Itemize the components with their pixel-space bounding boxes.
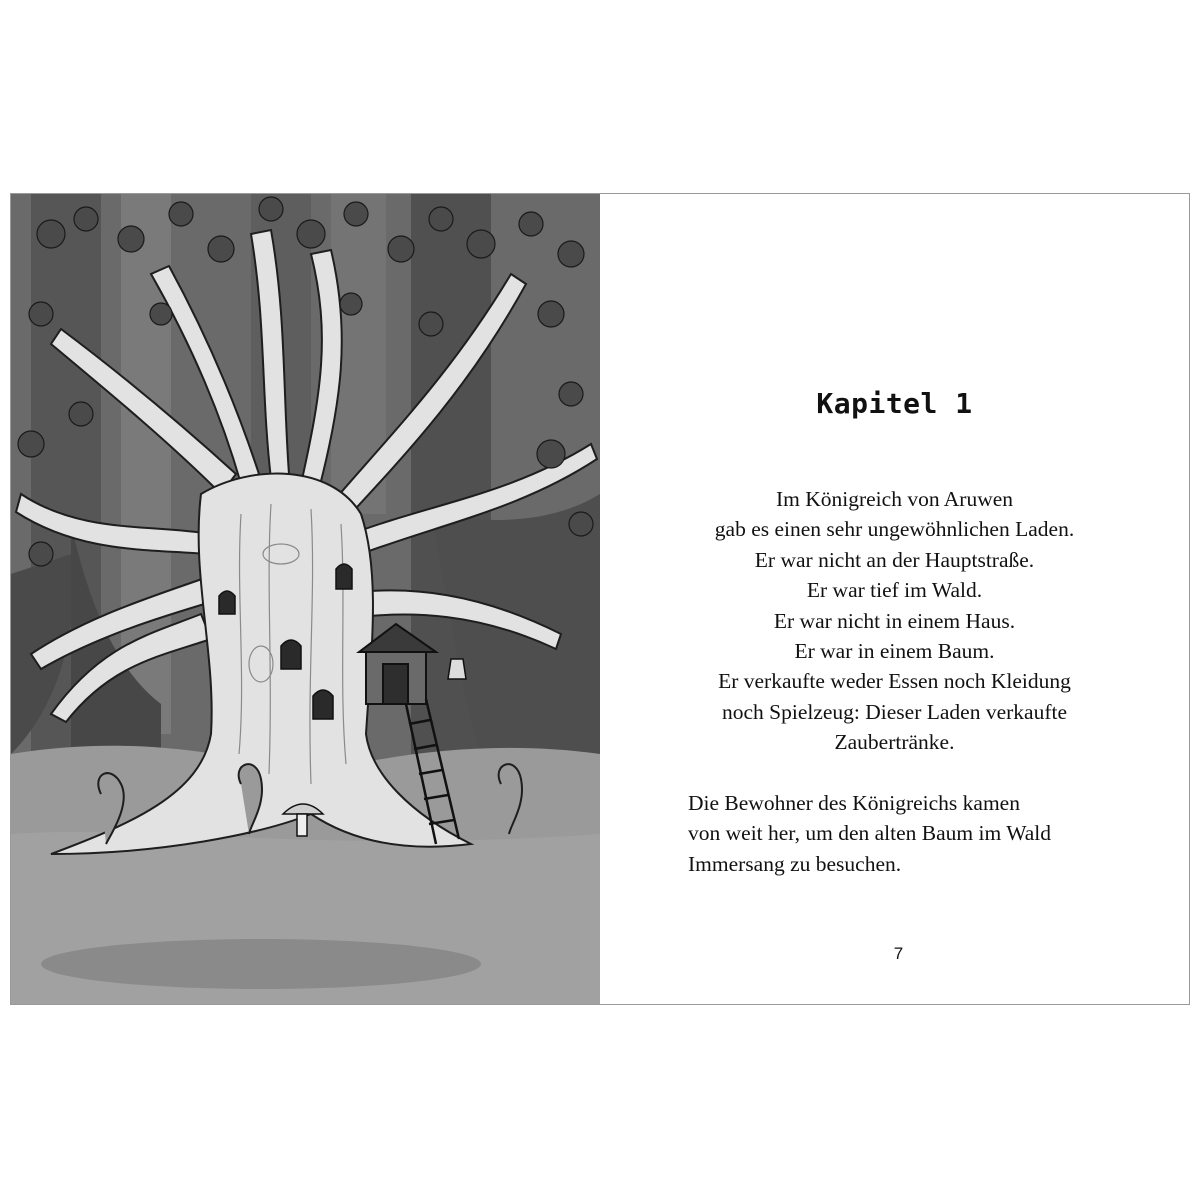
verse-line: Er war tief im Wald. bbox=[806, 578, 983, 603]
verse-line: Er war nicht in einem Haus. bbox=[773, 608, 1016, 633]
chapter-title: Kapitel 1 bbox=[816, 387, 973, 420]
verse-line: Zaubertränke. bbox=[834, 730, 955, 755]
paragraph-line: Die Bewohner des Königreichs kamen bbox=[688, 791, 1020, 815]
centered-verse bbox=[600, 484, 1189, 758]
window-icon bbox=[313, 690, 333, 719]
window-icon bbox=[219, 591, 235, 614]
illustration-page bbox=[11, 194, 600, 1004]
verse-line: Er war nicht an der Hauptstraße. bbox=[754, 547, 1035, 572]
body-paragraph bbox=[688, 788, 1051, 879]
window-icon bbox=[336, 564, 352, 589]
book-spread bbox=[10, 193, 1190, 1005]
verse-line: Er war in einem Baum. bbox=[794, 639, 995, 664]
verse-line: Im Königreich von Aruwen bbox=[775, 487, 1014, 511]
page-number: 7 bbox=[893, 944, 904, 963]
verse-line: Er verkaufte weder Essen noch Kleidung bbox=[718, 669, 1071, 694]
paragraph-line: Immersang zu besuchen. bbox=[688, 851, 902, 876]
verse-line: noch Spielzeug: Dieser Laden verkaufte bbox=[721, 699, 1068, 724]
verse-line: gab es einen sehr ungewöhnlichen Laden. bbox=[714, 517, 1075, 542]
paragraph-line: von weit her, um den alten Baum im Wald bbox=[688, 821, 1052, 846]
tree-illustration bbox=[11, 194, 600, 1004]
lantern-icon bbox=[448, 659, 466, 679]
window-icon bbox=[281, 640, 301, 669]
text-page bbox=[600, 194, 1189, 1004]
